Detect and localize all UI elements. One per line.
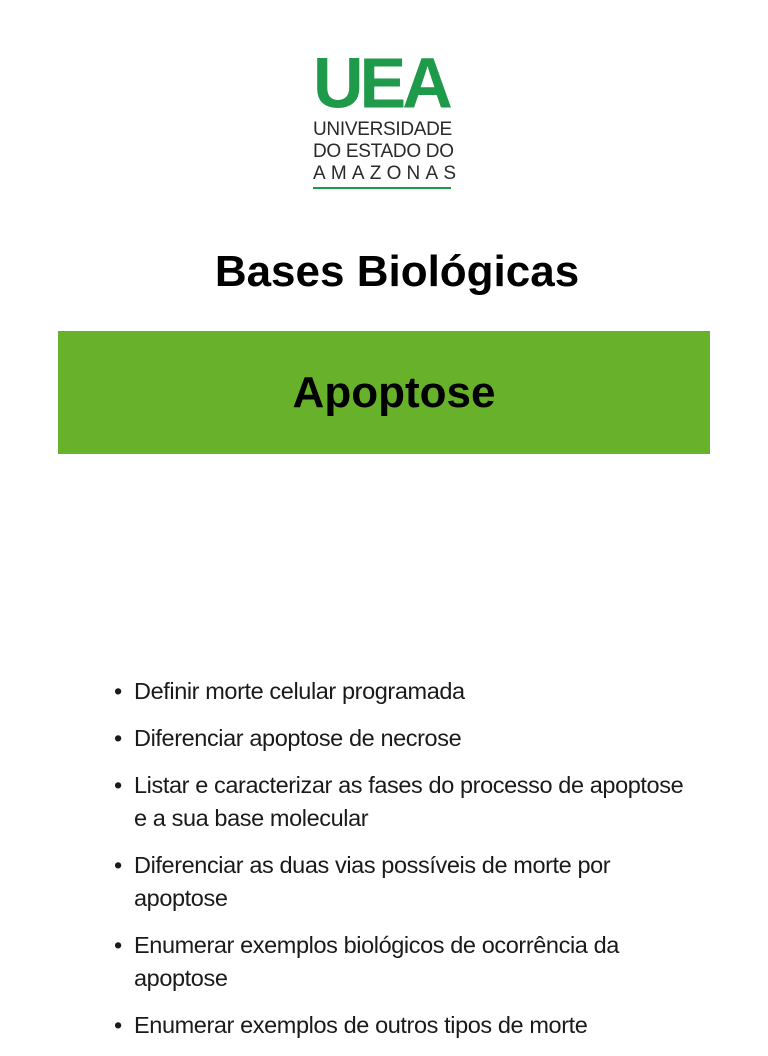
logo-mark: UEA <box>313 43 449 123</box>
objective-item <box>114 769 694 835</box>
objective-item <box>114 1009 694 1042</box>
bullet-icon: • <box>114 678 122 704</box>
objective-text: Listar e caracterizar as fases do processo de apoptose e a sua base molecular <box>134 772 684 831</box>
objectives-list <box>114 675 694 1056</box>
university-logo <box>313 43 462 189</box>
bullet-icon: • <box>114 932 122 958</box>
objective-text: Definir morte celular programada <box>134 678 465 704</box>
objective-text: Enumerar exemplos biológicos de ocorrência da apoptose <box>134 932 619 991</box>
objective-item <box>114 675 694 708</box>
objective-item <box>114 929 694 995</box>
topic-title: Apoptose <box>292 367 496 417</box>
course-title: Bases Biológicas <box>214 247 580 296</box>
objective-item <box>114 849 694 915</box>
bullet-icon: • <box>114 725 122 751</box>
objective-text: Diferenciar apoptose de necrose <box>134 725 462 751</box>
logo-line-estado: DO ESTADO DO <box>313 141 454 162</box>
topic-banner <box>58 331 710 454</box>
objective-item <box>114 722 694 755</box>
objective-text: Diferenciar as duas vias possíveis de morte por apoptose <box>134 852 611 911</box>
bullet-icon: • <box>114 1012 122 1038</box>
bullet-icon: • <box>114 852 122 878</box>
logo-underline <box>313 187 451 189</box>
logo-line-university: UNIVERSIDADE <box>313 119 452 140</box>
objective-text: Enumerar exemplos de outros tipos de morte <box>134 1012 588 1038</box>
logo-line-amazonas: AMAZONAS <box>313 163 462 184</box>
bullet-icon: • <box>114 772 122 798</box>
